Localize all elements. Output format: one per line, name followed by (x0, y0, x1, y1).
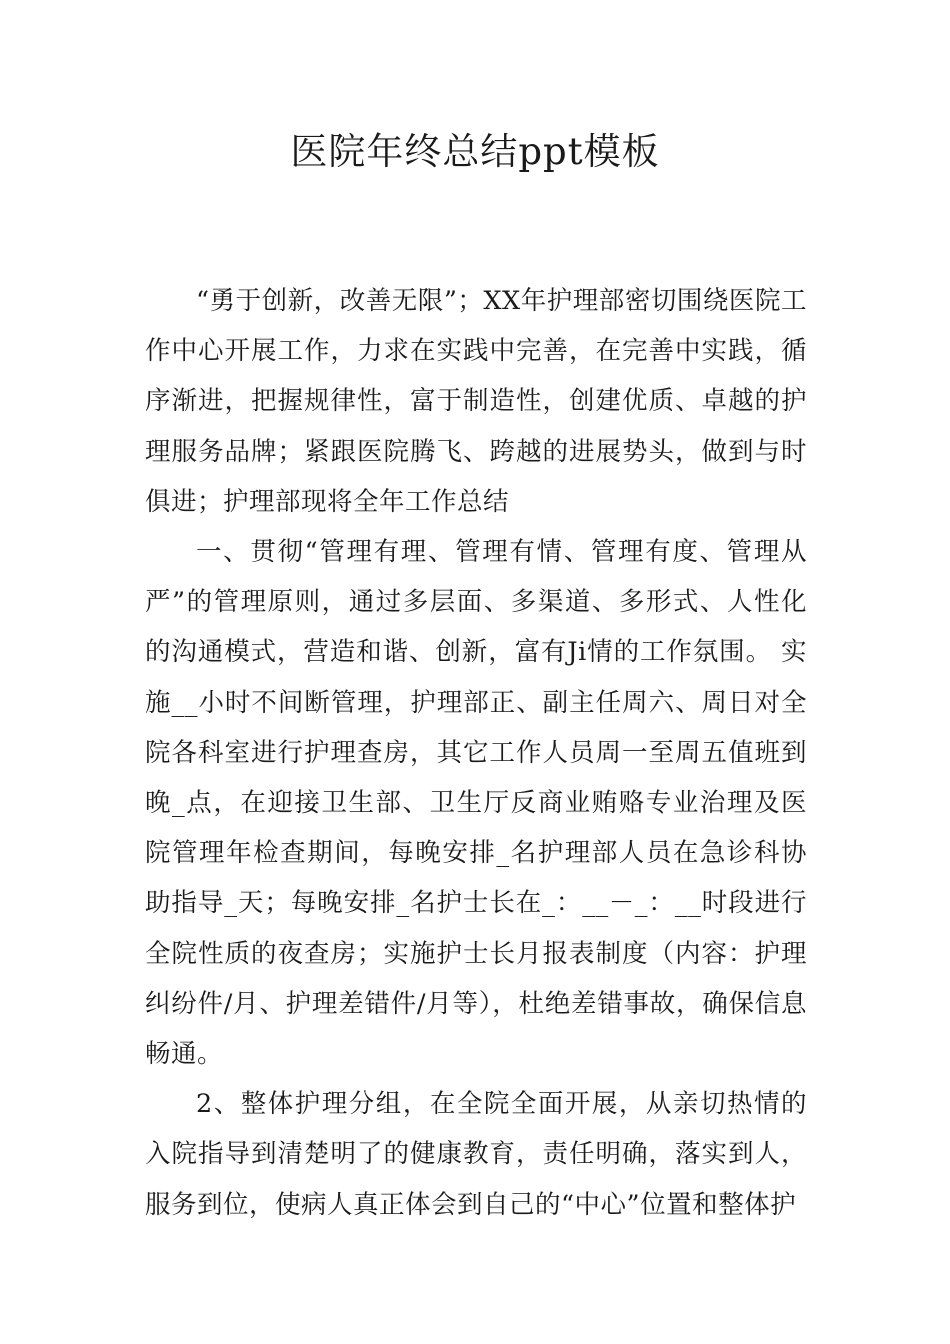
paragraph-intro: “勇于创新，改善无限”；XX年护理部密切围绕医院工作中心开展工作，力求在实践中完善，在完善中实践，循序渐进，把握规律性，富于制造性，创建优质、卓越的护理服务品牌；紧跟医院腾飞、跨越的进展势头，做到与时俱进；护理部现将全年工作总结 (145, 286, 807, 517)
document-title: 医院年终总结ppt模板 (290, 130, 660, 173)
paragraph-section-2: 2、整体护理分组，在全院全面开展，从亲切热情的入院指导到清楚明了的健康教育，责任明确，落实到人，服务到位，使病人真正体会到自己的“中心”位置和整体护 (145, 1089, 807, 1220)
document-body (145, 276, 807, 1230)
paragraph-section-1: 一、贯彻“管理有理、管理有情、管理有度、管理从严”的管理原则，通过多层面、多渠道、多形式、人性化的沟通模式，营造和谐、创新，富有Ji情的工作氛围。 实施__小时不间断管理，护理部正、副主任周六、周日对全院各科室进行护理查房，其它工作人员周一至周五值班到晚_点，在迎接卫生部、卫生厅反商业贿赂专业治理及医院管理年检查期间，每晚安排_名护理部人员在急诊科协助指导_天；每晚安排_名护士长在_：__－_：__时段进行全院性质的夜查房；实施护士长月报表制度（内容：护理纠纷件/月、护理差错件/月等），杜绝差错事故，确保信息畅通。 (145, 537, 807, 1070)
